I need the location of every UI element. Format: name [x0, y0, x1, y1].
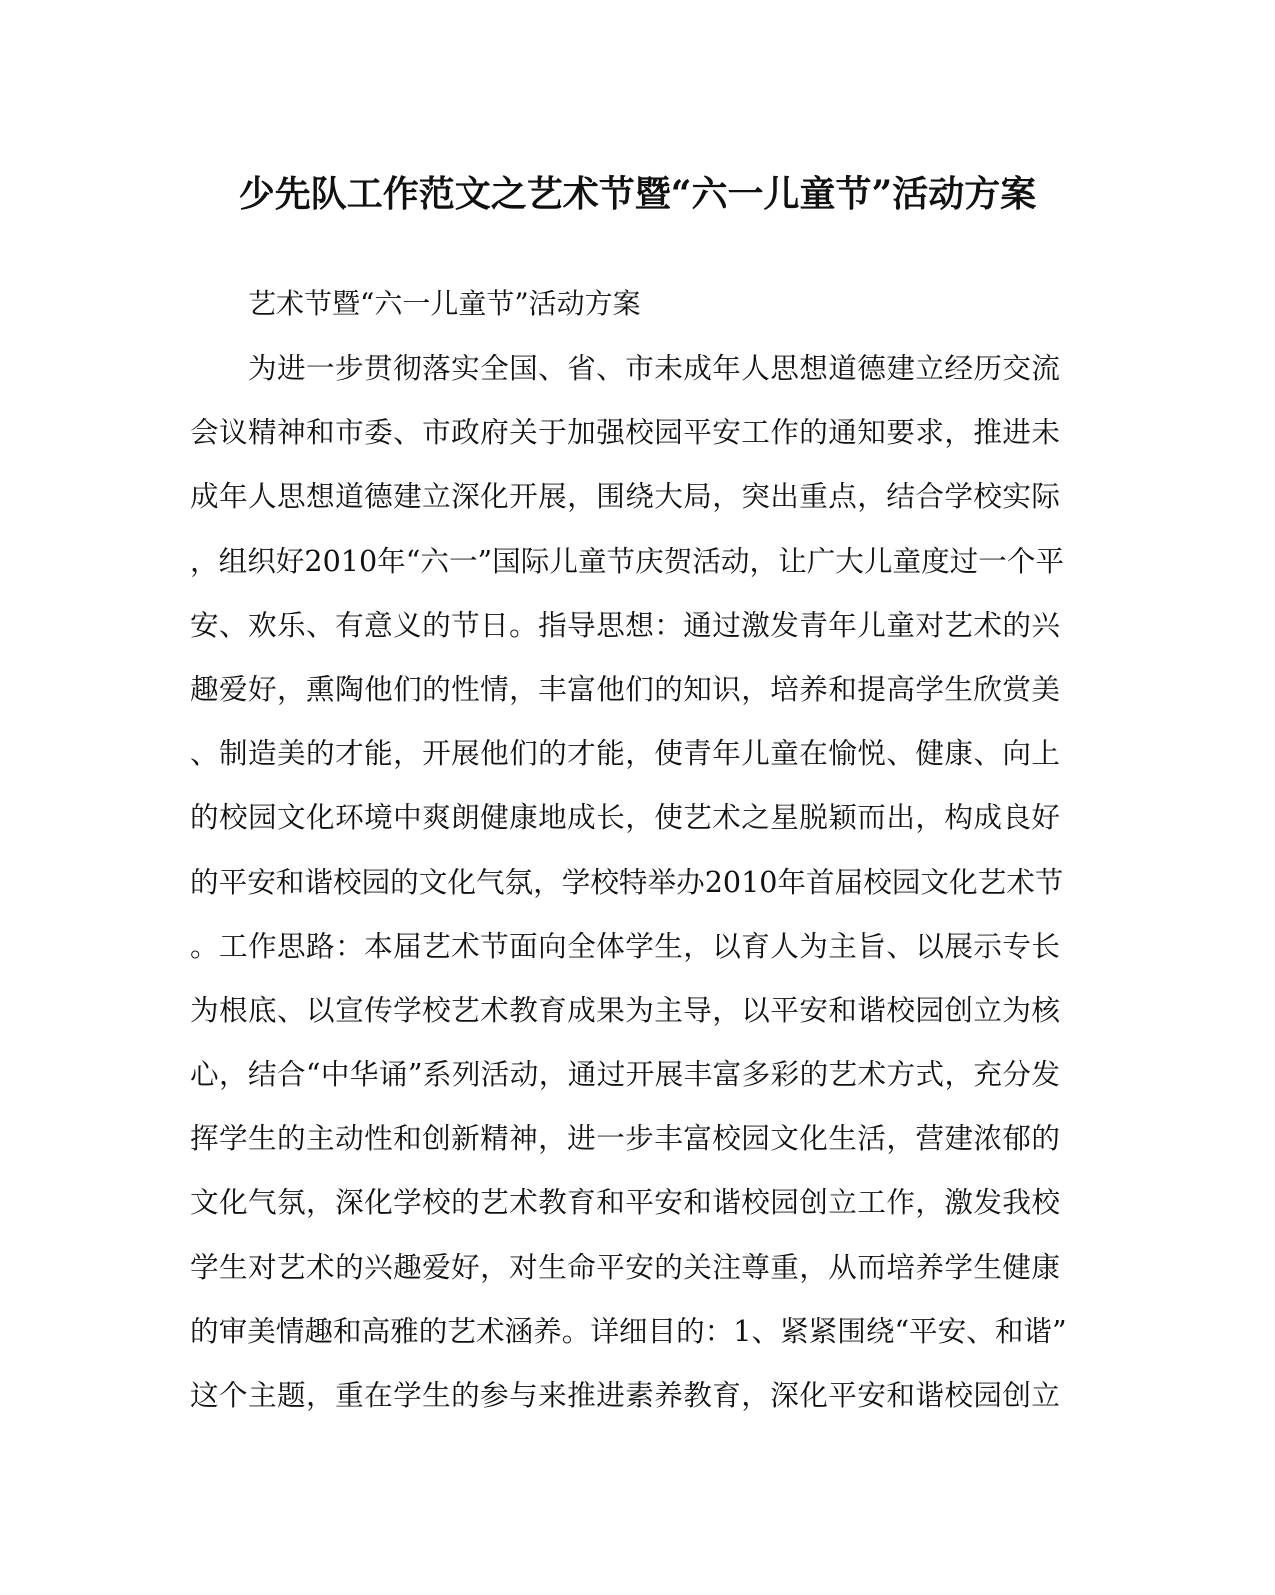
- body-line: 这个主题，重在学生的参与来推进素养教育，深化平安和谐校园创立: [190, 1378, 1060, 1412]
- body-line: 、制造美的才能，开展他们的才能，使青年儿童在愉悦、健康、向上: [190, 736, 1060, 771]
- body-line: 的校园文化环境中爽朗健康地成长，使艺术之星脱颖而出，构成良好: [190, 800, 1060, 835]
- body-line: 趣爱好，熏陶他们的性情，丰富他们的知识，培养和提高学生欣赏美: [190, 671, 1060, 706]
- document-body: [190, 346, 1067, 1437]
- document-title: 少先队工作范文之艺术节暨“六一儿童节”活动方案: [238, 173, 1037, 215]
- body-line: 安、欢乐、有意义的节日。指导思想：通过激发青年儿童对艺术的兴: [190, 607, 1060, 642]
- body-line: 的平安和谐校园的文化气氛，学校特举办2010年首届校园文化艺术节: [190, 864, 1064, 899]
- body-line: 的审美情趣和高雅的艺术涵养。详细目的：1、紧紧围绕“平安、和谐”: [190, 1313, 1067, 1348]
- body-line: 学生对艺术的兴趣爱好，对生命平安的关注尊重，从而培养学生健康: [190, 1249, 1060, 1284]
- body-line: 成年人思想道德建立深化开展，围绕大局，突出重点，结合学校实际: [190, 479, 1060, 514]
- document-subtitle: 艺术节暨“六一儿童节”活动方案: [248, 287, 641, 320]
- body-line: 为进一步贯彻落实全国、省、市未成年人思想道德建立经历交流: [248, 351, 1060, 385]
- body-line: 为根底、以宣传学校艺术教育成果为主导，以平安和谐校园创立为核: [190, 992, 1060, 1027]
- body-line: 会议精神和市委、市政府关于加强校园平安工作的通知要求，推进未: [190, 415, 1060, 450]
- body-line: 挥学生的主动性和创新精神，进一步丰富校园文化生活，营建浓郁的: [190, 1121, 1060, 1156]
- body-line: 心，结合“中华诵”系列活动，通过开展丰富多彩的艺术方式，充分发: [190, 1057, 1060, 1092]
- body-line: 。工作思路：本届艺术节面向全体学生，以育人为主旨、以展示专长: [190, 928, 1060, 963]
- body-line: 文化气氛，深化学校的艺术教育和平安和谐校园创立工作，激发我校: [190, 1185, 1060, 1220]
- body-line: ，组织好2010年“六一”国际儿童节庆贺活动，让广大儿童度过一个平: [190, 543, 1065, 578]
